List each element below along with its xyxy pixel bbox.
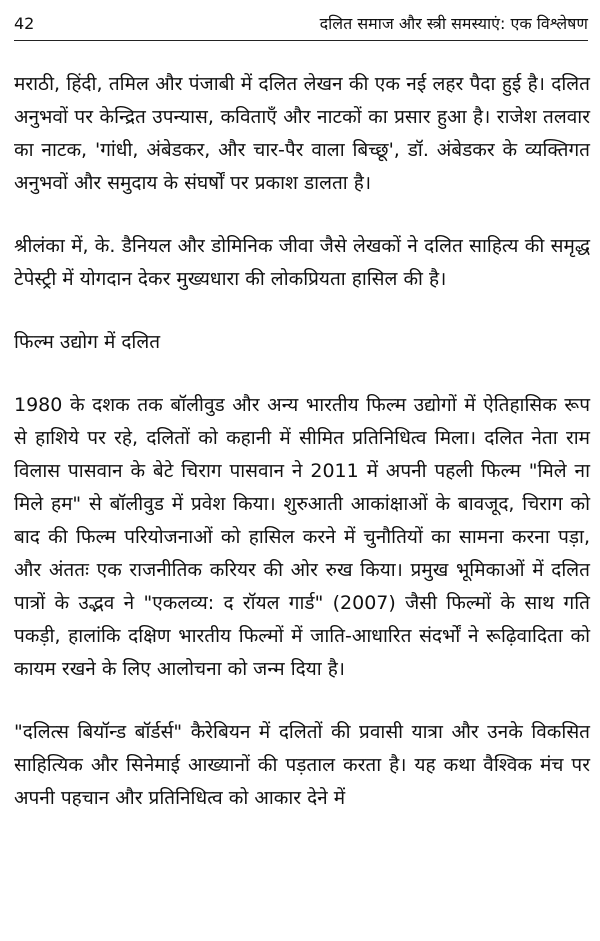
paragraph-sri-lanka: श्रीलंका में, के. डैनियल और डोमिनिक जीवा जैसे लेखकों ने दलित साहित्य की समृद्ध टेपेस्ट्री में योगदान देकर मुख्यधारा की लोकप्रियता हासिल की है।: [14, 235, 590, 290]
running-title: दलित समाज और स्त्री समस्याएं: एक विश्लेषण: [319, 14, 588, 33]
section-heading: फिल्म उद्योग में दलित: [14, 331, 161, 353]
paragraph-dalits-beyond-borders: "दलित्स बियॉन्ड बॉर्डर्स" कैरेबियन में दलितों की प्रवासी यात्रा और उनके विकसित साहित्यिक और सिनेमाई आख्यानों की पड़ताल करता है। यह कथा वैश्विक मंच पर अपनी पहचान और प्रतिनिधित्व को आकार देने में: [14, 721, 590, 809]
paragraph-dalit-writing: मराठी, हिंदी, तमिल और पंजाबी में दलित लेखन की एक नई लहर पैदा हुई है। दलित अनुभवों पर केन्द्रित उपन्यास, कविताएँ और नाटकों का प्रसार हुआ है। राजेश तलवार का नाटक, 'गांधी, अंबेडकर, और चार-पैर वाला बिच्छू', डॉ. अंबेडकर के व्यक्तिगत अनुभवों और समुदाय के संघर्षों पर प्रकाश डालता है।: [14, 73, 590, 194]
page-number: 42: [14, 14, 35, 33]
paragraph-film-industry: 1980 के दशक तक बॉलीवुड और अन्य भारतीय फिल्म उद्योगों में ऐतिहासिक रूप से हाशिये पर रहे, दलितों को कहानी में सीमित प्रतिनिधित्व मिला। दलित नेता राम विलास पासवान के बेटे चिराग पासवान ने 2011 में अपनी पहली फिल्म "मिले ना मिले हम" से बॉलीवुड में प्रवेश किया। शुरुआती आकांक्षाओं के बावजूद, चिराग को बाद की फिल्म परियोजनाओं को हासिल करने में चुनौतियों का सामना करना पड़ा, और अंततः एक राजनीतिक करियर की ओर रुख किया। प्रमुख भूमिकाओं में दलित पात्रों के उद्भव ने "एकलव्य: द रॉयल गार्ड" (2007) जैसी फिल्मों के साथ गति पकड़ी, हालांकि दक्षिण भारतीय फिल्मों में जाति-आधारित संदर्भों ने रूढ़िवादिता को कायम रखने के लिए आलोचना को जन्म दिया है।: [14, 394, 590, 680]
page-header: [14, 12, 588, 41]
page-content: [14, 68, 590, 845]
